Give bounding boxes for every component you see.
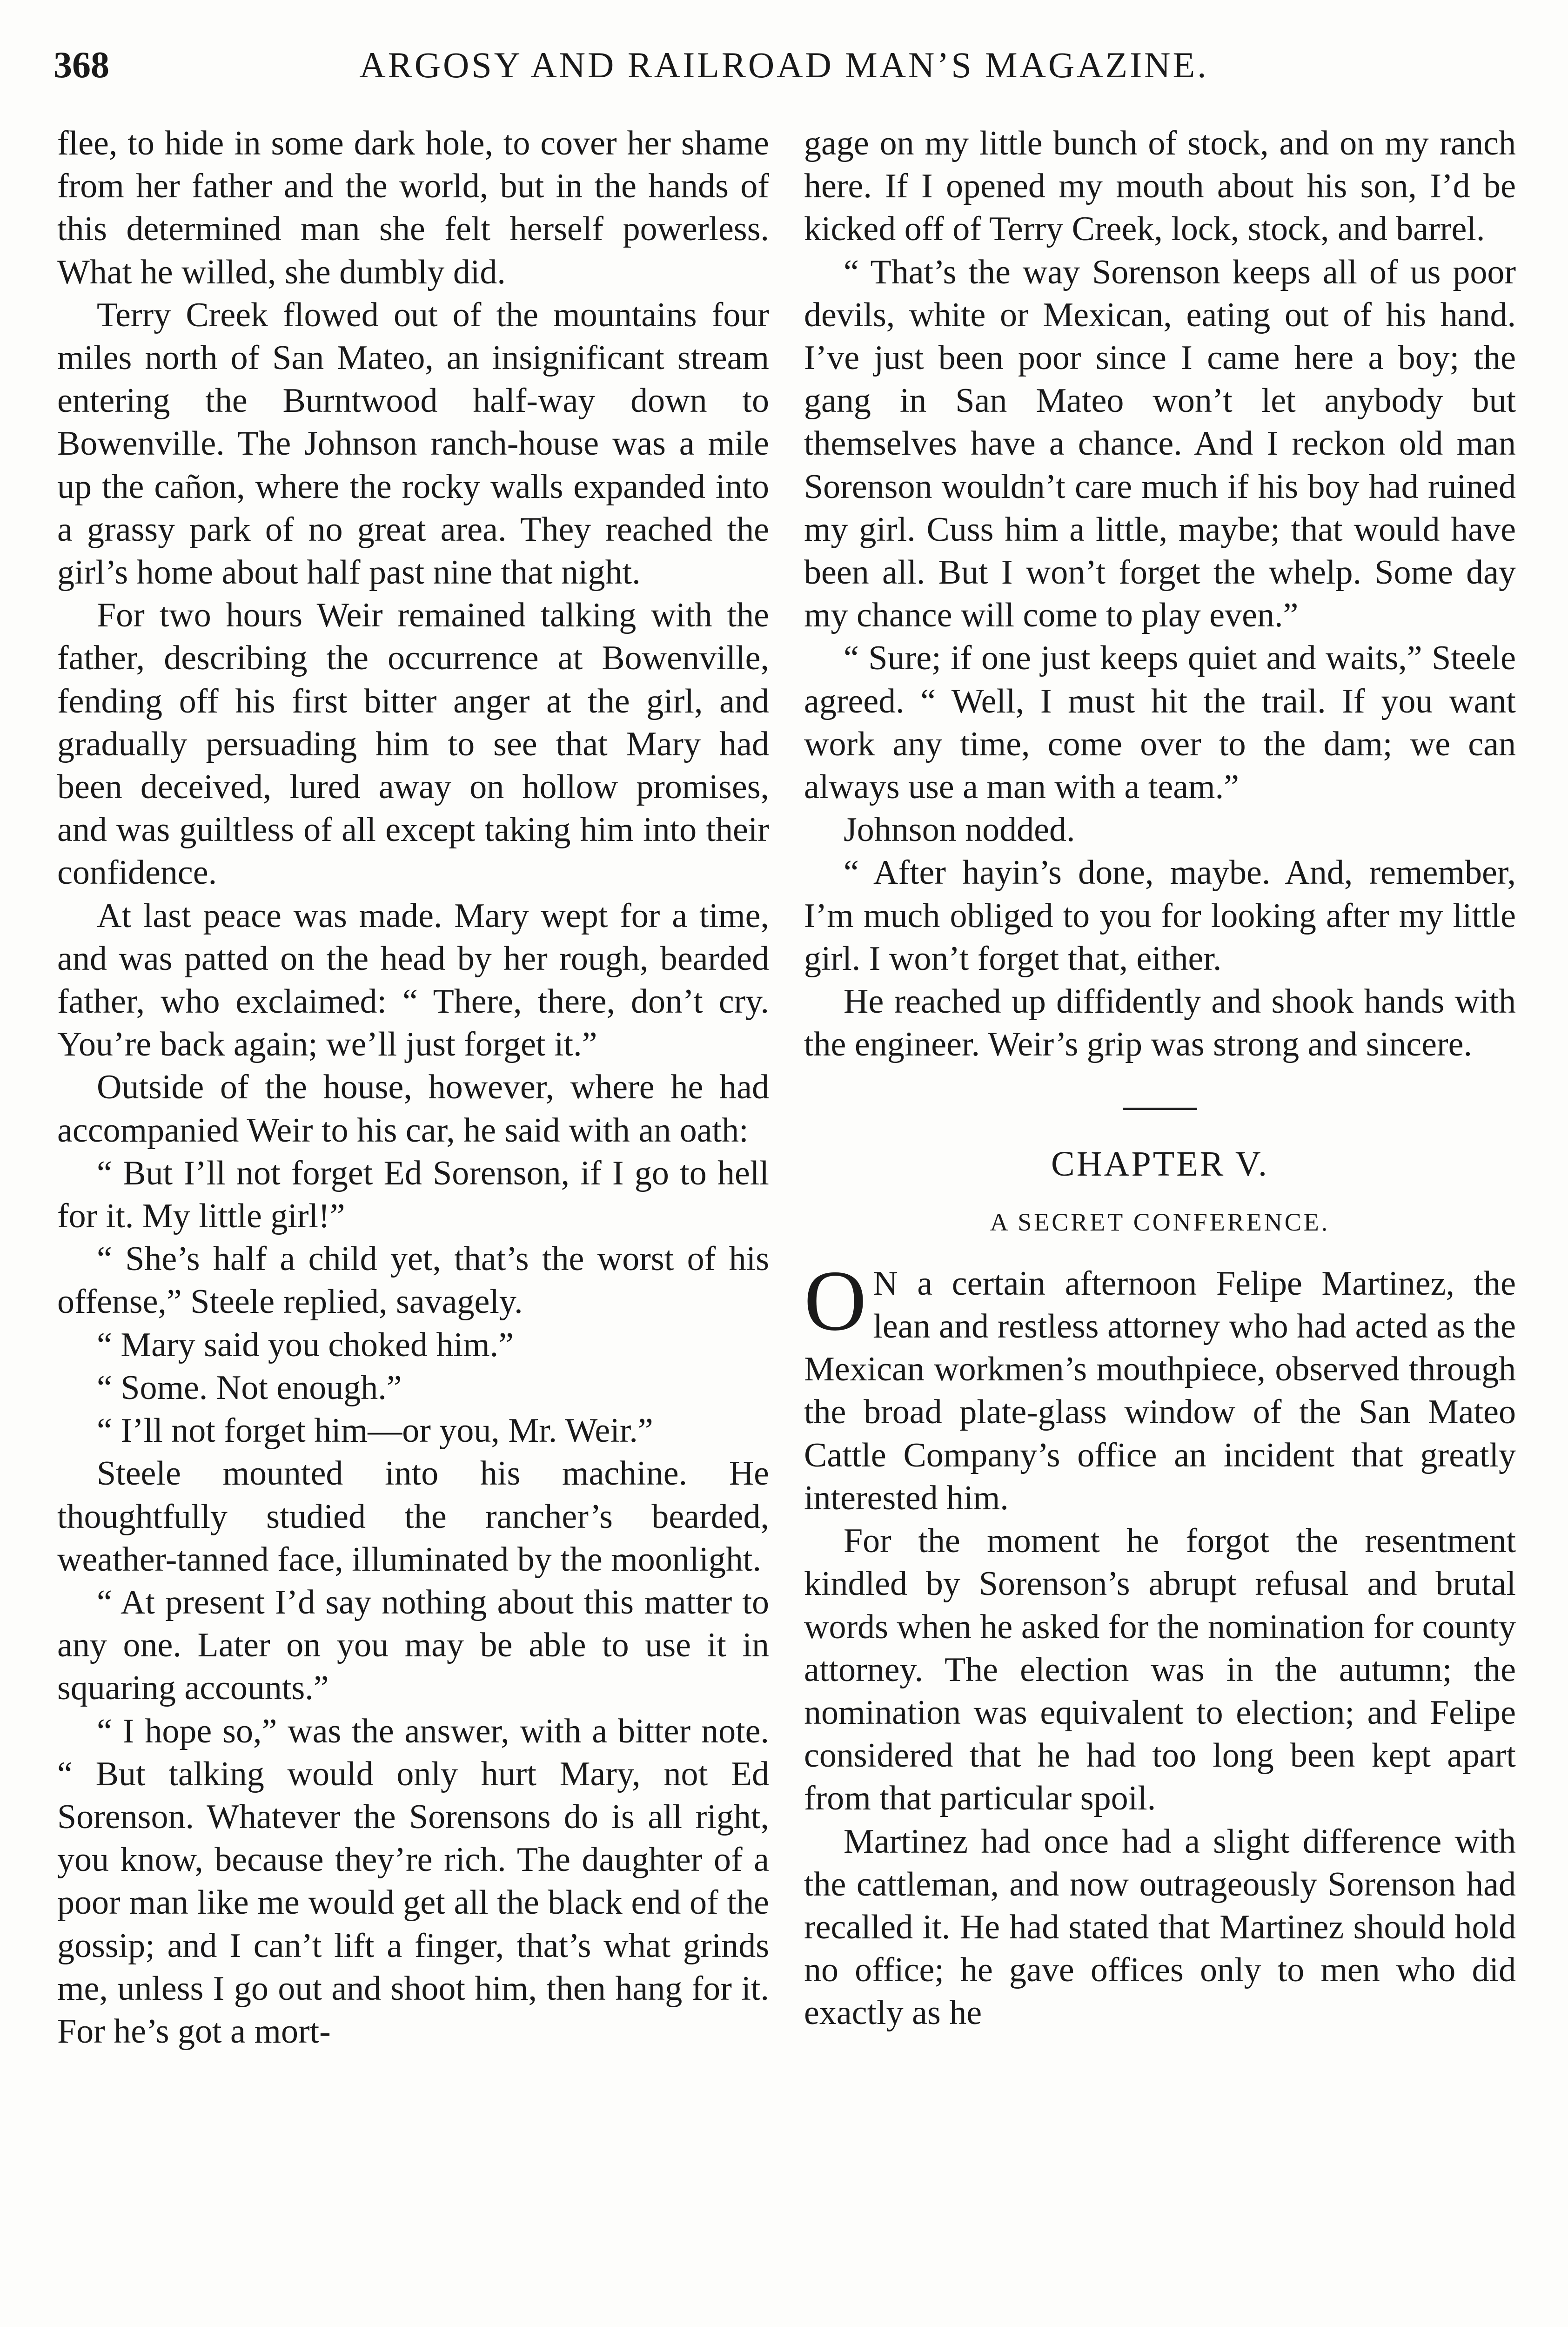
paragraph: At last peace was made. Mary wept for a time, and was patted on the head by her rough, bearded father, who exclaimed: “ There, there, don’t cry. You’re back again; we’ll just forget it.”	[57, 896, 769, 1064]
paragraph: Martinez had once had a slight difference with the cattleman, and now outrageously Sorenson had recalled it. He had stated that Martinez should hold no office; he gave offices only to men who did exactly as he	[804, 1822, 1516, 2032]
paragraph: “ I’ll not forget him—or you, Mr. Weir.”	[97, 1412, 653, 1450]
paragraph: “ She’s half a child yet, that’s the worst of his offense,” Steele replied, savagely.	[57, 1240, 769, 1321]
paragraph: “ Mary said you choked him.”	[97, 1325, 514, 1364]
chapter-opening-paragraph	[804, 1252, 1516, 1520]
section-divider	[1123, 1108, 1197, 1110]
right-column	[804, 122, 1516, 2035]
paragraph: For the moment he forgot the resentment kindled by Sorenson’s abrupt refusal and brutal words when he asked for the nomination for county attorney. The election was in the autumn; the nomination was equivalent to election; and Felipe considered that he had too long been kept apart from that particular spoil.	[804, 1522, 1516, 1818]
paragraph: “ I hope so,” was the answer, with a bitter note. “ But talking would only hurt Mary, not Ed Sorenson. Whatever the Sorensons do is all right, you know, because they’re rich. The daughter of a poor man like me would get all the black end of the gossip; and I can’t lift a finger, that’s what grinds me, unless I go out and shoot him, then hang for it. For he’s got a mort-	[57, 1712, 769, 2051]
paragraph: Terry Creek flowed out of the mountains four miles north of San Mateo, an insignificant stream entering the Burntwood half-way down to Bowenville. The Johnson ranch-house was a mile up the cañon, where the rocky walls expanded into a grassy park of no great area. They reached the girl’s home about half past nine that night.	[57, 296, 769, 592]
paragraph: “ At present I’d say nothing about this matter to any one. Later on you may be able to use it in squaring accounts.”	[57, 1583, 769, 1708]
paragraph: “ After hayin’s done, maybe. And, remember, I’m much obliged to you for looking after my little girl. I won’t forget that, either.	[804, 854, 1516, 978]
left-column	[57, 122, 769, 2053]
running-head: ARGOSY AND RAILROAD MAN’S MAGAZINE.	[359, 45, 1209, 85]
page-number: 368	[54, 45, 109, 86]
paragraph: For two hours Weir remained talking with the father, describing the occurrence at Bowenville, fending off his first bitter anger at the girl, and gradually persuading him to see that Mary had been deceived, lured away on hollow promises, and was guiltless of all except taking him into their confidence.	[57, 596, 769, 892]
paragraph: “ Some. Not enough.”	[97, 1368, 402, 1407]
drop-cap: O	[804, 1252, 867, 1349]
chapter-subtitle: A SECRET CONFERENCE.	[990, 1208, 1330, 1236]
paragraph: He reached up diffidently and shook hands with the engineer. Weir’s grip was strong and sincere.	[804, 982, 1516, 1064]
paragraph: flee, to hide in some dark hole, to cover her shame from her father and the world, but in the hands of this determined man she felt herself powerless. What he willed, she dumbly did.	[57, 124, 769, 291]
paragraph: Johnson nodded.	[844, 811, 1075, 849]
paragraph: “ That’s the way Sorenson keeps all of us poor devils, white or Mexican, eating out of his hand. I’ve just been poor since I came here a boy; the gang in San Mateo won’t let anybody but themselves have a chance. And I reckon old man Sorenson wouldn’t care much if his boy had ruined my girl. Cuss him a little, maybe; that would have been all. But I won’t forget the whelp. Some day my chance will come to play even.”	[804, 253, 1516, 635]
paragraph: Outside of the house, however, where he had accompanied Weir to his car, he said with an oath:	[57, 1068, 769, 1150]
chapter-title: CHAPTER V.	[1051, 1144, 1269, 1184]
opening-text: N a certain afternoon Felipe Martinez, the lean and restless attorney who had acted as the Mexican workmen’s mouthpiece, observed through the broad plate-glass window of the San Mateo Cattle Company’s office an incident that greatly interested him.	[804, 1264, 1516, 1517]
paragraph: “ But I’ll not forget Ed Sorenson, if I go to hell for it. My little girl!”	[57, 1154, 769, 1236]
paragraph: gage on my little bunch of stock, and on my ranch here. If I opened my mouth about his son, I’d be kicked off of Terry Creek, lock, stock, and barrel.	[804, 124, 1516, 249]
page-header	[54, 40, 1514, 91]
paragraph: “ Sure; if one just keeps quiet and waits,” Steele agreed. “ Well, I must hit the trail. If you want work any time, come over to the dam; we can always use a man with a team.”	[804, 639, 1516, 807]
paragraph: Steele mounted into his machine. He thoughtfully studied the rancher’s bearded, weather-tanned face, illuminated by the moonlight.	[57, 1454, 769, 1579]
